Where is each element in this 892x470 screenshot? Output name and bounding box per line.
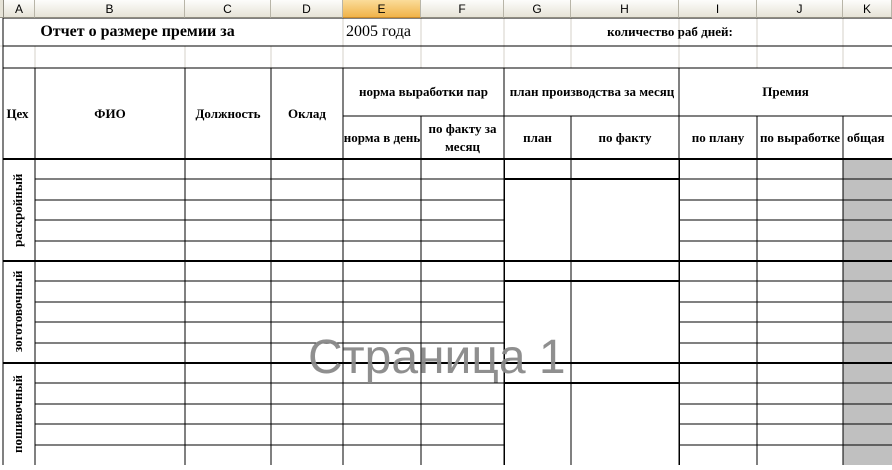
column-header-g[interactable]: G [504, 0, 571, 18]
column-header-k[interactable]: K [843, 0, 892, 18]
bonus-header: Премия [762, 84, 809, 100]
column-header-i[interactable]: I [679, 0, 757, 18]
shop-label-preparation: зоготовочный [10, 270, 26, 352]
norm-per-day-header: норма в день [343, 129, 421, 145]
report-year: 2005 года [346, 23, 411, 41]
production-plan-header: план производства за месяц [509, 84, 675, 100]
name-header: ФИО [94, 105, 126, 121]
actual-header: по факту [598, 129, 652, 145]
plan-header: план [523, 129, 552, 145]
column-header-h[interactable]: H [571, 0, 679, 18]
column-header-c[interactable]: C [185, 0, 271, 18]
page-watermark: Страница 1 [308, 331, 566, 384]
column-header-b[interactable]: B [35, 0, 185, 18]
shop-header: Цех [6, 105, 29, 121]
column-header-d[interactable]: D [271, 0, 343, 18]
position-header: Должность [195, 105, 261, 121]
shop-label-cutting: раскройный [10, 173, 26, 247]
output-norm-header: норма выработки пар [359, 84, 488, 100]
total-header: общая [847, 129, 885, 145]
by-plan-header: по плану [691, 129, 745, 145]
shop-label-sewing: пошивочный [10, 375, 26, 454]
by-output-header: по выработке [759, 129, 841, 145]
report-title: Отчет о размере премии за [40, 23, 235, 41]
column-header-e[interactable]: E [343, 0, 421, 18]
column-header-j[interactable]: J [757, 0, 843, 18]
column-header-a[interactable]: A [4, 0, 35, 18]
column-header-f[interactable]: F [421, 0, 504, 18]
actual-month-header: по факту за месяц [428, 120, 497, 154]
salary-header: Оклад [288, 105, 326, 121]
work-days-label: количество раб дней: [607, 24, 733, 40]
spreadsheet-grid[interactable] [0, 18, 892, 465]
